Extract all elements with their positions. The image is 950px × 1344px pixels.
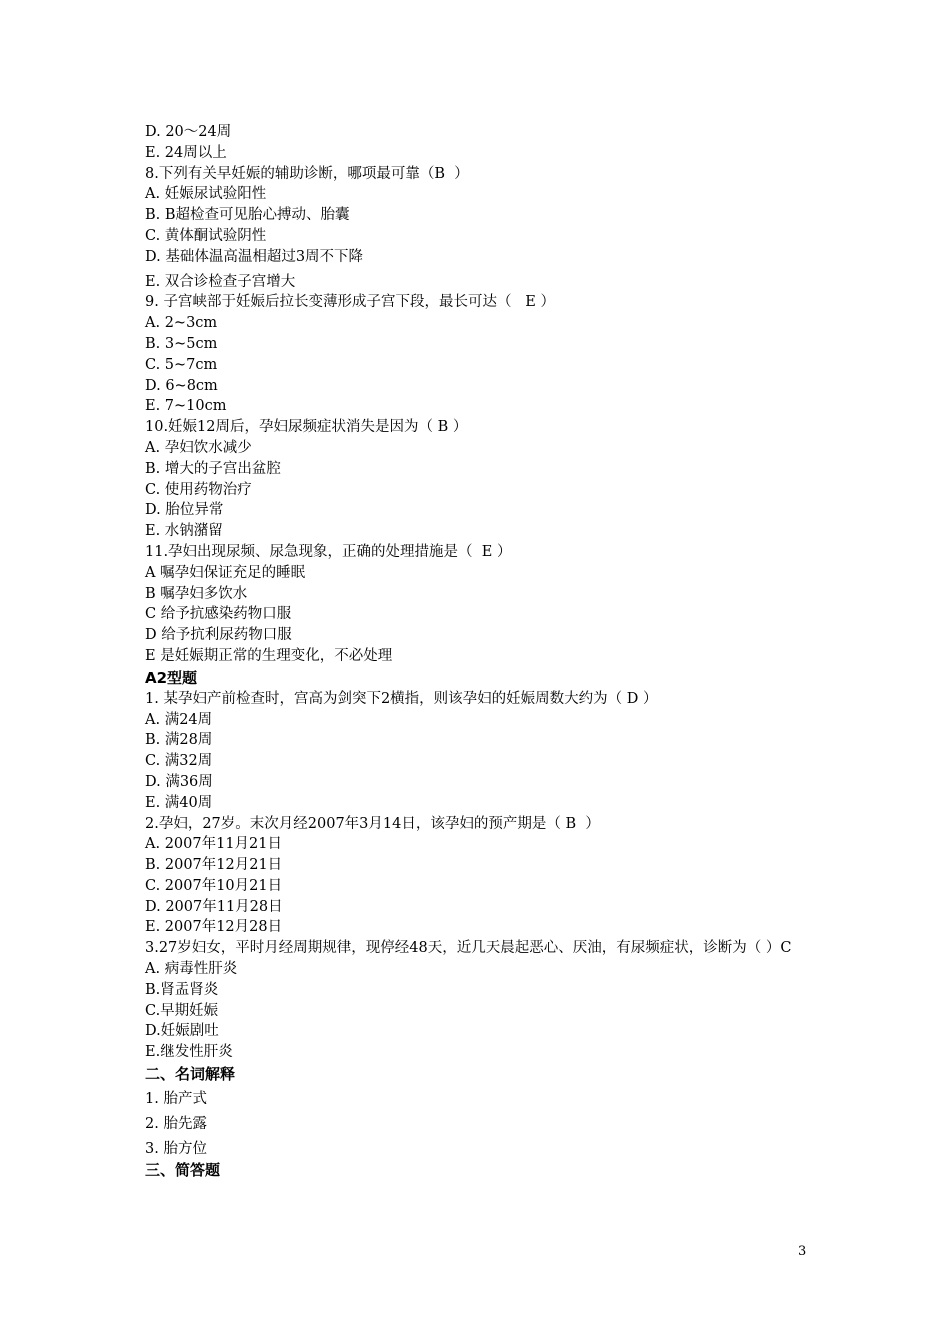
question-10: 10.妊娠12周后，孕妇尿频症状消失是因为（ B ）: [145, 419, 468, 436]
option-line: D. 满36周: [145, 773, 213, 790]
option-line: E. 7~10cm: [145, 398, 227, 415]
option-line: A 嘱孕妇保证充足的睡眠: [145, 564, 306, 581]
question-9: 9. 子宫峡部于妊娠后拉长变薄形成子宫下段，最长可达（ E ）: [145, 294, 555, 311]
option-line: A. 病毒性肝炎: [145, 961, 238, 978]
question-11: 11.孕妇出现尿频、尿急现象，正确的处理措施是（ E ）: [145, 543, 512, 560]
option-line: B. 增大的子宫出盆腔: [145, 460, 281, 477]
option-line: B. 满28周: [145, 732, 213, 749]
option-line: A. 满24周: [145, 711, 213, 728]
text-line: E. 24周以上: [145, 144, 227, 161]
option-line: E. 2007年12月28日: [145, 919, 283, 936]
option-line: E 是妊娠期正常的生理变化，不必处理: [145, 647, 393, 664]
option-line: C. 黄体酮试验阴性: [145, 227, 267, 244]
option-line: E. 满40周: [145, 794, 213, 811]
term-item: 2. 胎先露: [145, 1115, 207, 1132]
term-item: 3. 胎方位: [145, 1140, 207, 1157]
a2-question-3: 3.27岁妇女，平时月经周期规律，现停经48天，近几天晨起恶心、厌油，有尿频症状，诊断为（ ）C: [145, 940, 792, 957]
option-line: D. 胎位异常: [145, 502, 224, 519]
option-line: A. 2007年11月21日: [145, 836, 282, 853]
option-line: E. 水钠潴留: [145, 523, 223, 540]
option-line: C. 5~7cm: [145, 356, 218, 373]
text-line: D. 20～24周: [145, 124, 232, 140]
option-line: E.继发性肝炎: [145, 1044, 233, 1061]
option-line: C.早期妊娠: [145, 1002, 219, 1019]
term-item: 1. 胎产式: [145, 1091, 207, 1108]
option-line: B. 2007年12月21日: [145, 857, 283, 874]
option-line: B 嘱孕妇多饮水: [145, 585, 248, 602]
option-line: D 给予抗利尿药物口服: [145, 627, 292, 644]
option-line: D. 6~8cm: [145, 377, 218, 394]
question-8: 8.下列有关早妊娠的辅助诊断，哪项最可靠（B ）: [145, 165, 469, 182]
section-heading-a2: A2型题: [145, 668, 198, 687]
option-line: B. 3~5cm: [145, 335, 218, 352]
page-content: [145, 122, 825, 1181]
section-heading-short-answer: 三、简答题: [145, 1161, 221, 1180]
option-line: B. B超检查可见胎心搏动、胎囊: [145, 207, 350, 224]
a2-question-2: 2.孕妇，27岁。末次月经2007年3月14日，该孕妇的预产期是（ B ）: [145, 815, 600, 832]
section-heading-terms: 二、名词解释: [145, 1065, 236, 1084]
option-line: A. 2~3cm: [145, 315, 218, 332]
option-line: C. 满32周: [145, 753, 213, 770]
option-line: A. 妊娠尿试验阳性: [145, 186, 267, 203]
option-line: A. 孕妇饮水减少: [145, 439, 252, 456]
option-line: E. 双合诊检查子宫增大: [145, 273, 296, 290]
option-line: C 给予抗感染药物口服: [145, 606, 292, 623]
a2-question-1: 1. 某孕妇产前检查时，宫高为剑突下2横指，则该孕妇的妊娠周数大约为（ D ）: [145, 690, 658, 707]
option-line: D. 2007年11月28日: [145, 898, 283, 915]
option-line: D.妊娠剧吐: [145, 1023, 219, 1040]
option-line: D. 基础体温高温相超过3周不下降: [145, 248, 364, 265]
option-line: C. 使用药物治疗: [145, 481, 252, 498]
option-line: B.肾盂肾炎: [145, 981, 219, 998]
page-number: 3: [798, 1244, 807, 1259]
option-line: C. 2007年10月21日: [145, 877, 283, 894]
